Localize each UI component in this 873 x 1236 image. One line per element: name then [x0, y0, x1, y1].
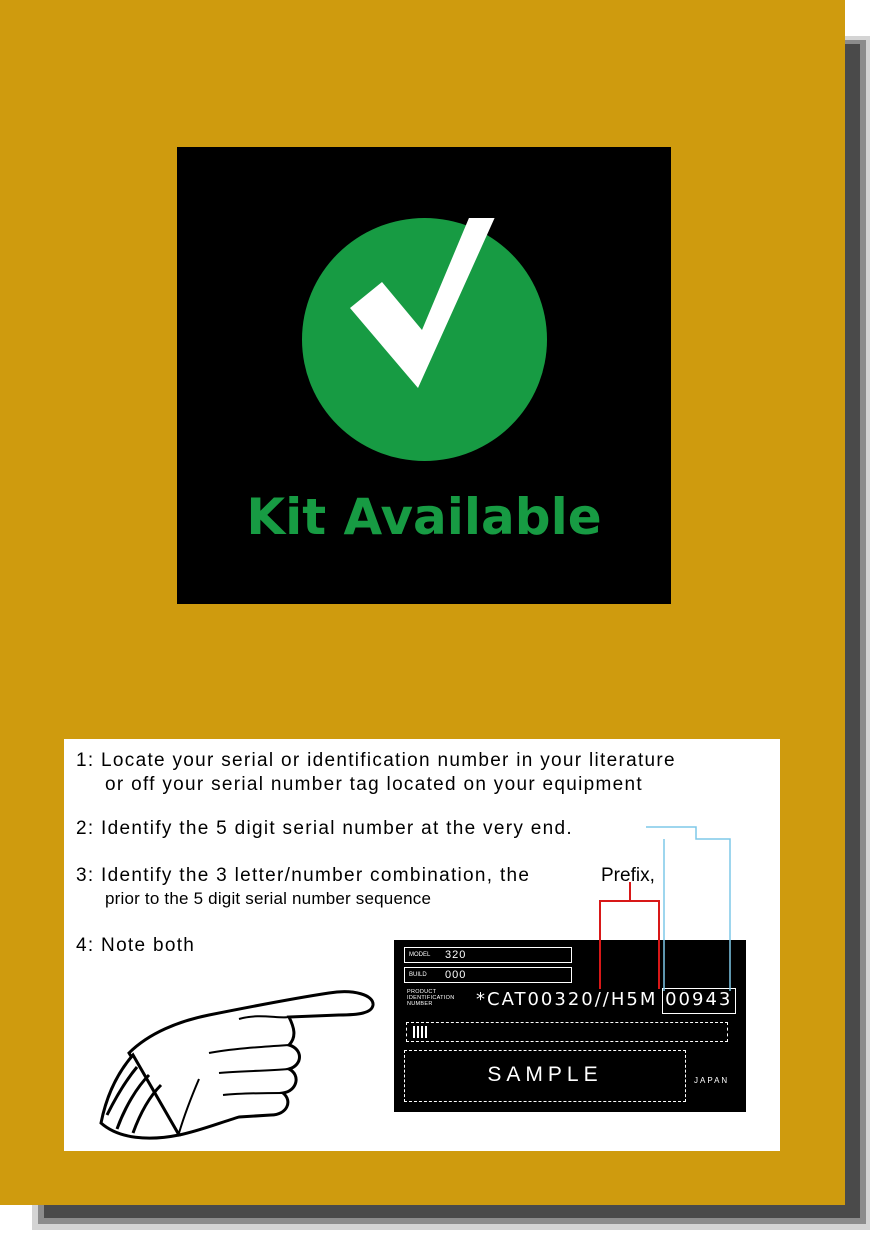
- step-3-subtext: prior to the 5 digit serial number sequence: [105, 889, 432, 908]
- model-value: 320: [445, 949, 467, 961]
- prefix-callout-line-left: [600, 882, 630, 989]
- country-label: JAPAN: [694, 1076, 730, 1085]
- step-1-line1: Locate your serial or identification number in your literature: [101, 750, 676, 771]
- status-circle: [302, 218, 547, 461]
- step-3-number: 3:: [76, 865, 95, 886]
- pointing-hand-icon: [89, 983, 379, 1143]
- step-4-number: 4:: [76, 935, 95, 956]
- model-label: MODEL: [409, 952, 431, 958]
- pin-label-line1: PRODUCT: [407, 989, 437, 995]
- pin-number: *CAT00320//H5M 00943: [476, 989, 733, 1010]
- step-2-text: Identify the 5 digit serial number at the very end.: [101, 818, 573, 839]
- pin-label-line2: IDENTIFICATION: [407, 995, 455, 1001]
- step-2-number: 2:: [76, 818, 95, 839]
- kit-available-title: Kit Available: [246, 488, 602, 546]
- instructions-card: [64, 739, 780, 1151]
- step-1-line2: or off your serial number tag located on your equipment: [105, 774, 643, 795]
- step-3-text: Identify the 3 letter/number combination, the: [101, 865, 531, 886]
- sample-text: SAMPLE: [487, 1063, 603, 1086]
- step-1-number: 1:: [76, 750, 95, 771]
- step-4-text: Note both: [101, 935, 196, 956]
- build-label: BUILD: [409, 972, 427, 978]
- checkmark-icon: [302, 218, 547, 461]
- pin-label-line3: NUMBER: [407, 1001, 433, 1007]
- prefix-word: Prefix,: [601, 865, 655, 886]
- prefix-callout-line-right: [630, 901, 659, 989]
- kit-available-badge: [177, 147, 671, 604]
- build-value: 000: [445, 969, 467, 981]
